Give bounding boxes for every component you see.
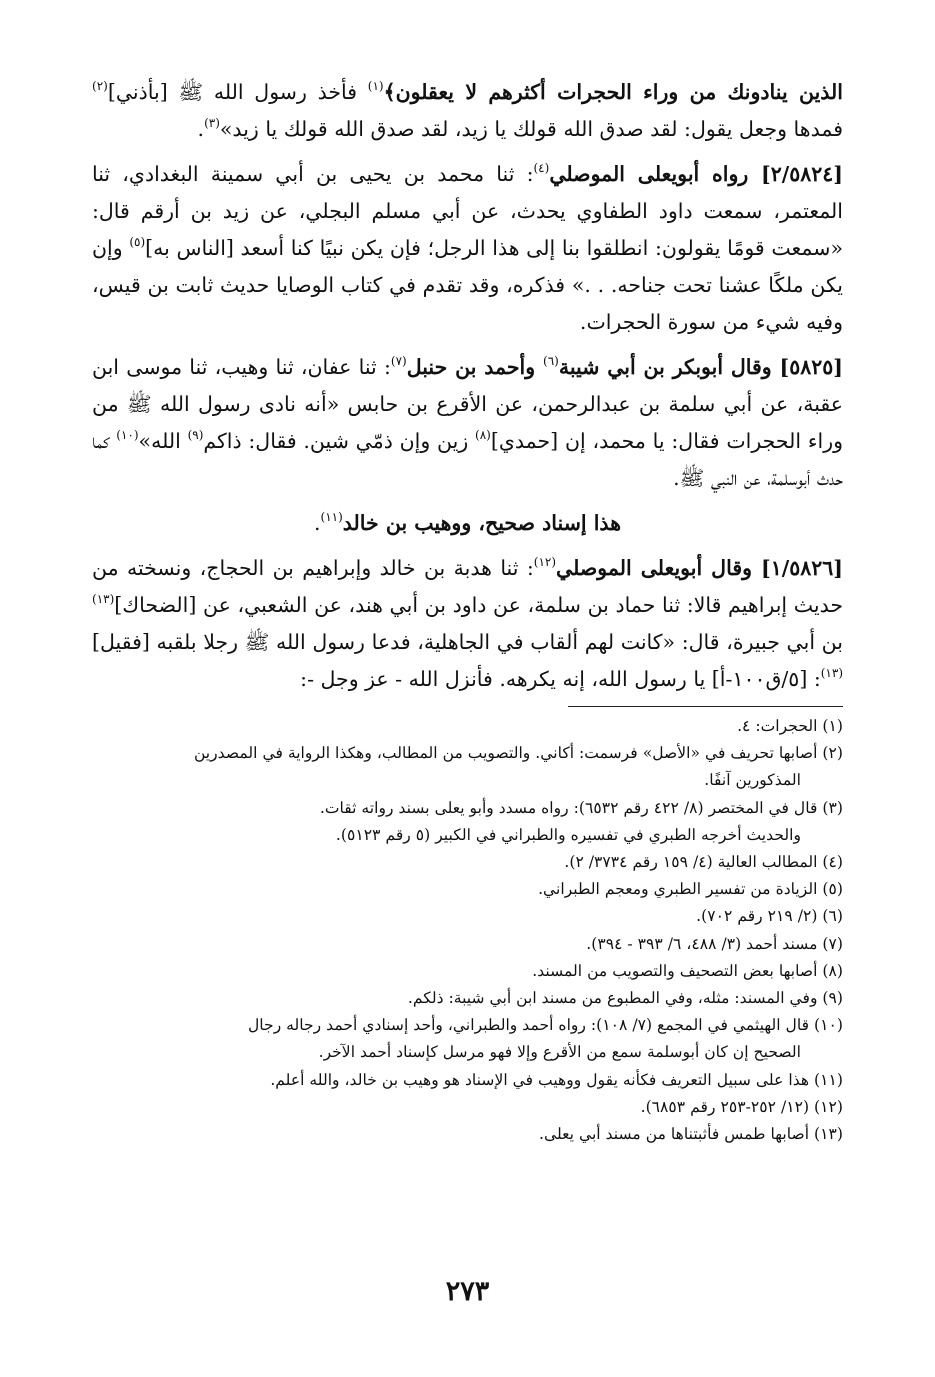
footnote: (٨) أصابها بعض التصحيف والتصويب من المسند. bbox=[532, 961, 843, 980]
text-run: الله» bbox=[138, 429, 188, 453]
text-run: [٥٨٢٥] وقال أبوبكر بن أبي شيبة bbox=[558, 355, 843, 379]
footnote: (١١) هذا على سبيل التعريف فكأنه يقول ووهيب في الإسناد هو وهيب بن خالد، والله أعلم. bbox=[270, 1070, 843, 1089]
paragraph bbox=[92, 156, 843, 341]
footnote-ref: (١) bbox=[367, 79, 384, 93]
main-text bbox=[92, 74, 843, 698]
footnote-ref: (١١) bbox=[320, 510, 343, 524]
footnote-ref: (٩) bbox=[187, 428, 204, 442]
footnote-separator-wrap bbox=[92, 706, 843, 707]
footnote: (٥) الزيادة من تفسير الطبري ومعجم الطبراني. bbox=[538, 880, 843, 899]
footnote: (٦) (٢/ ٢١٩ رقم ٧٠٢). bbox=[696, 907, 843, 926]
footnote-ref: (١٠) bbox=[116, 428, 139, 442]
footnote-ref: (٢) bbox=[92, 79, 108, 93]
footnote-ref: (١٣) bbox=[92, 592, 115, 606]
page-number: ٢٧٣ bbox=[445, 1276, 490, 1307]
text-run: زين وإن ذمّي شين. فقال: ذاكم bbox=[203, 429, 476, 453]
footnote: (٧) مسند أحمد (٣/ ٤٨٨، ٦/ ٣٩٣ - ٣٩٤). bbox=[586, 934, 843, 953]
footnote: (١) الحجرات: ٤. bbox=[737, 717, 843, 735]
footnote: (٢) أصابها تحريف في «الأصل» فرسمت: أكاني. والتصويب من المطالب، وهكذا الرواية في المصدرين bbox=[193, 744, 843, 763]
footnote-ref: (١٢) bbox=[533, 555, 557, 569]
footnote: (١٣) أصابها طمس فأثبتناها من مسند أبي يعلى. bbox=[539, 1125, 843, 1144]
footnote-separator bbox=[568, 706, 843, 707]
footnote: الصحيح إن كان أبوسلمة سمع من الأقرع وإلا فهو مرسل كإسناد أحمد الآخر. bbox=[318, 1043, 801, 1062]
footnote-ref: (٣) bbox=[204, 116, 220, 130]
footnote: المذكورين آنفًا. bbox=[704, 771, 801, 790]
footnote: والحديث أخرجه الطبري في تفسيره والطبراني في الكبير (٥ رقم ٥١٢٣). bbox=[335, 825, 801, 844]
text-run: فمدها وجعل يقول: لقد صدق الله قولك يا زيد، لقد صدق الله قولك يا زيد» bbox=[219, 117, 843, 141]
footnote-ref: (٥) bbox=[129, 235, 146, 249]
paragraph bbox=[92, 505, 843, 542]
text-run: : ثنا عفان، ثنا وهيب، ثنا موسى ابن عقبة، عن أبي سلمة بن عبدالرحمن، عن الأقرع بن حابس «أنه نادى رسول الله ﷺ من وراء الحجرات فقال: يا محمد، إن [حمدي] bbox=[92, 355, 843, 453]
text-run: كما حدث أبوسلمة، عن النبي ﷺ. bbox=[92, 429, 843, 490]
footnotes bbox=[92, 713, 843, 1148]
footnote: (١٢) (١٢/ ٢٥٢-٢٥٣ رقم ٦٨٥٣). bbox=[640, 1097, 843, 1116]
text-run: . bbox=[313, 511, 321, 535]
paragraph bbox=[92, 550, 843, 698]
footnote-ref: (٧) bbox=[390, 354, 407, 368]
text-run: وإن يكن ملكًا عشنا تحت جناحه. . .» فذكره، وقد تقدم في كتاب الوصايا حديث ثابت بن قيس، وفيه شيء من سورة الحجرات. bbox=[92, 236, 843, 334]
text-run: بن أبي جبيرة، قال: «كانت لهم ألقاب في الجاهلية، فدعا رسول الله ﷺ رجلا بلقبه [فقيل] bbox=[92, 630, 843, 654]
text-run: وأحمد بن حنبل bbox=[406, 355, 543, 379]
text-run: : ثنا هدبة بن خالد وإبراهيم بن الحجاج، ونسخته من حديث إبراهيم قالا: ثنا حماد بن سلمة، عن داود بن أبي هند، عن الشعبي، عن [الضحاك] bbox=[92, 556, 844, 617]
footnote-ref: (٤) bbox=[533, 161, 550, 175]
paragraph bbox=[92, 74, 843, 148]
footnote-ref: (٨) bbox=[475, 428, 491, 442]
footnote: (٤) المطالب العالية (٤/ ١٥٩ رقم ٣٧٣٤/ ٢). bbox=[564, 853, 843, 872]
text-run: الذين ينادونك من وراء الحجرات أكثرهم لا يعقلون﴾ bbox=[383, 80, 843, 104]
text-run: [١/٥٨٢٦] وقال أبويعلى الموصلي bbox=[556, 556, 843, 580]
text-run: هذا إسناد صحيح، ووهيب بن خالد bbox=[342, 511, 622, 535]
footnote: (٩) وفي المسند: مثله، وفي المطبوع من مسند ابن أبي شيبة: ذلكم. bbox=[407, 989, 843, 1008]
text-run: [٢/٥٨٢٤] رواه أبويعلى الموصلي bbox=[549, 162, 843, 186]
footnote: (١٠) قال الهيثمي في المجمع (٧/ ١٠٨): رواه أحمد والطبراني، وأحد إسنادي أحمد رجاله رجال bbox=[247, 1016, 843, 1035]
footnote-ref: (١٣) bbox=[820, 666, 843, 680]
text-run: : [٥/ق١٠٠-أ] يا رسول الله، إنه يكرهه. فأنزل الله - عز وجل -: bbox=[300, 667, 821, 691]
text-run: . bbox=[197, 117, 205, 141]
paragraph bbox=[92, 349, 843, 497]
text-run: : ثنا محمد بن يحيى بن أبي سمينة البغدادي، ثنا المعتمر، سمعت داود الطفاوي يحدث، عن أبي مسلم البجلي، عن زيد بن أرقم قال: «سمعت قومًا يقولون: انطلقوا بنا إلى هذا الرجل؛ فإن يكن نبيًا كنا أسعد [الناس به] bbox=[92, 162, 843, 260]
footnote: (٣) قال في المختصر (٨/ ٤٢٢ رقم ٦٥٣٢): رواه مسدد وأبو يعلى بسند رواته ثقات. bbox=[319, 798, 843, 817]
footnote-ref: (٦) bbox=[543, 354, 559, 368]
text-run: فأخذ رسول الله ﷺ [بأذني] bbox=[107, 80, 368, 104]
